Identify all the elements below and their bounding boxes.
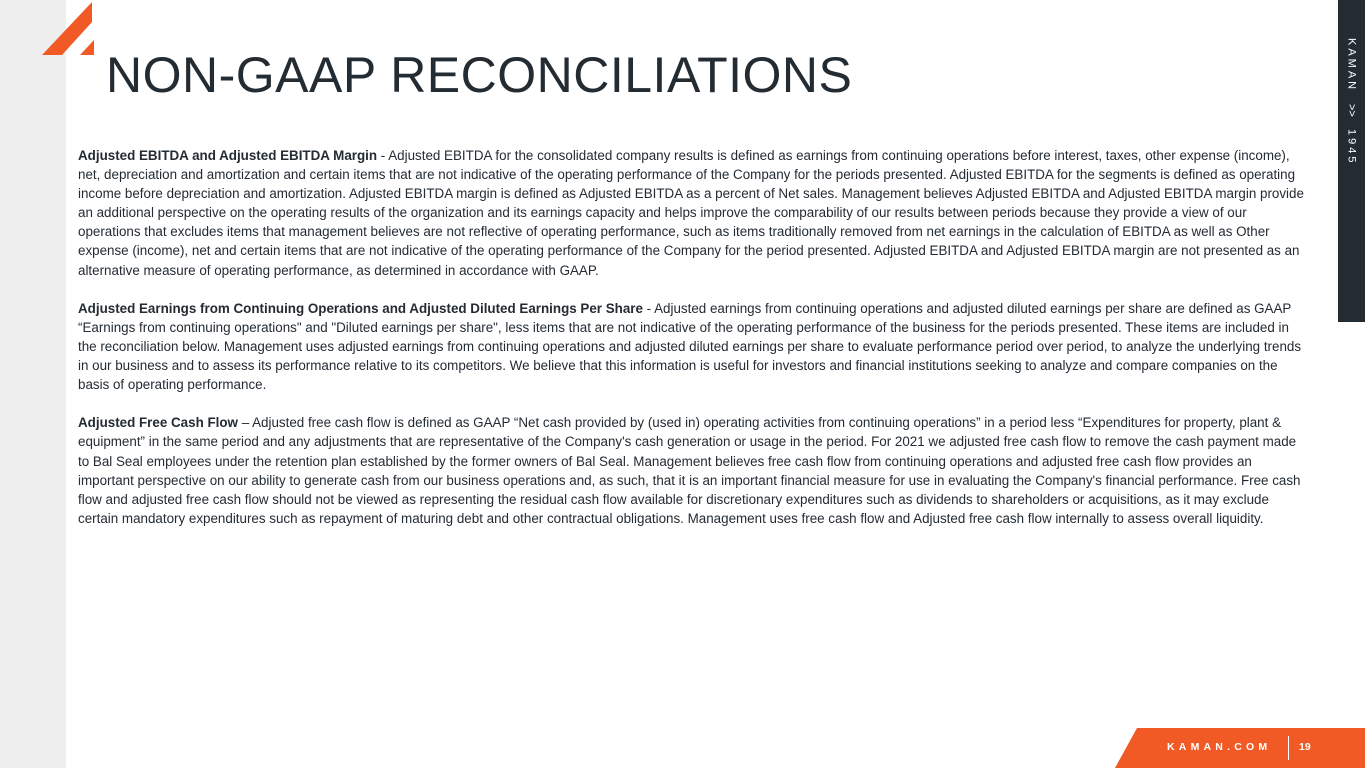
definition-term: Adjusted Free Cash Flow [78,415,238,431]
definition-text: - Adjusted EBITDA for the consolidated company results is defined as earnings from continuing operations before interest, taxes, other expense (income), net, depreciation and amortization and certain items that are not indicative of the operating performance of the Company for the periods presented. Adjusted EBITDA for the segments is defined as operating income before depreciation and amortization. Adjusted EBITDA margin is defined as Adjusted EBITDA as a percent of Net sales. Management believes Adjusted EBITDA and Adjusted EBITDA margin provide an additional perspective on the operating results of the organization and its earnings capacity and helps improve the comparability of our results between periods because they provide a view of our operations that excludes items that management believes are not reflective of operating performance, such as items traditionally removed from net earnings in the calculation of EBITDA as well as Other expense (income), net and certain items that are not indicative of the operating performance of the Company for the period presented. Adjusted EBITDA and Adjusted EBITDA margin are not presented as an alternative measure of operating performance, as determined in accordance with GAAP. [78,148,1304,278]
brand-side-tab-text [1346,38,1358,165]
kaman-logo-icon [42,0,96,58]
definition-adjusted-ebitda [78,146,1306,280]
chevron-separator-icon: >> [1345,104,1358,117]
footer-bar [1115,728,1365,768]
definition-text: - Adjusted earnings from continuing operations and adjusted diluted earnings per share are defined as GAAP “Earnings from continuing operations" and "Diluted earnings per share", less items that are not indicative of the operating performance of the business for the periods presented. These items are included in the reconciliation below. Management uses adjusted earnings from continuing operations and adjusted diluted earnings per share to evaluate performance period over period, to analyze the underlying trends in our business and to assess its performance relative to its competitors. We believe that this information is useful for investors and financial institutions seeking to analyze and compare companies on the basis of operating performance. [78,300,1302,393]
definition-adjusted-earnings [78,299,1306,394]
brand-name: KAMAN [1345,38,1358,93]
left-margin-band [0,0,66,768]
footer-divider [1288,736,1289,760]
page-number: 19 [1299,741,1311,753]
definition-term: Adjusted Earnings from Continuing Operations and Adjusted Diluted Earnings Per Share [78,300,643,316]
definition-text: – Adjusted free cash flow is defined as GAAP “Net cash provided by (used in) operating activities from continuing operations” in a period less “Expenditures for property, plant & equipment” in the same period and any adjustments that are representative of the Company's cash generation or usage in the period. For 2021 we adjusted free cash flow to remove the cash payment made to Bal Seal employees under the retention plan established by the former owners of Bal Seal. Management believes free cash flow from continuing operations and adjusted free cash flow provides an important perspective on our ability to generate cash from our business operations and, as such, that it is an important financial measure for use in evaluating the Company's financial performance. Free cash flow and adjusted free cash flow should not be viewed as representing the residual cash flow available for discretionary expenditures such as dividends to shareholders or acquisitions, as it may exclude certain mandatory expenditures such as repayment of maturing debt and other contractual obligations. Management uses free cash flow and Adjusted free cash flow internally to assess overall liquidity. [78,415,1301,526]
brand-side-tab [1338,0,1365,322]
page-title: NON-GAAP RECONCILIATIONS [106,47,853,103]
definitions-body [78,146,1306,547]
footer-website-link[interactable]: KAMAN.COM [1167,741,1272,753]
founding-year: 1945 [1345,128,1358,166]
definition-term: Adjusted EBITDA and Adjusted EBITDA Margin [78,148,378,163]
definition-adjusted-free-cash-flow [78,413,1306,528]
